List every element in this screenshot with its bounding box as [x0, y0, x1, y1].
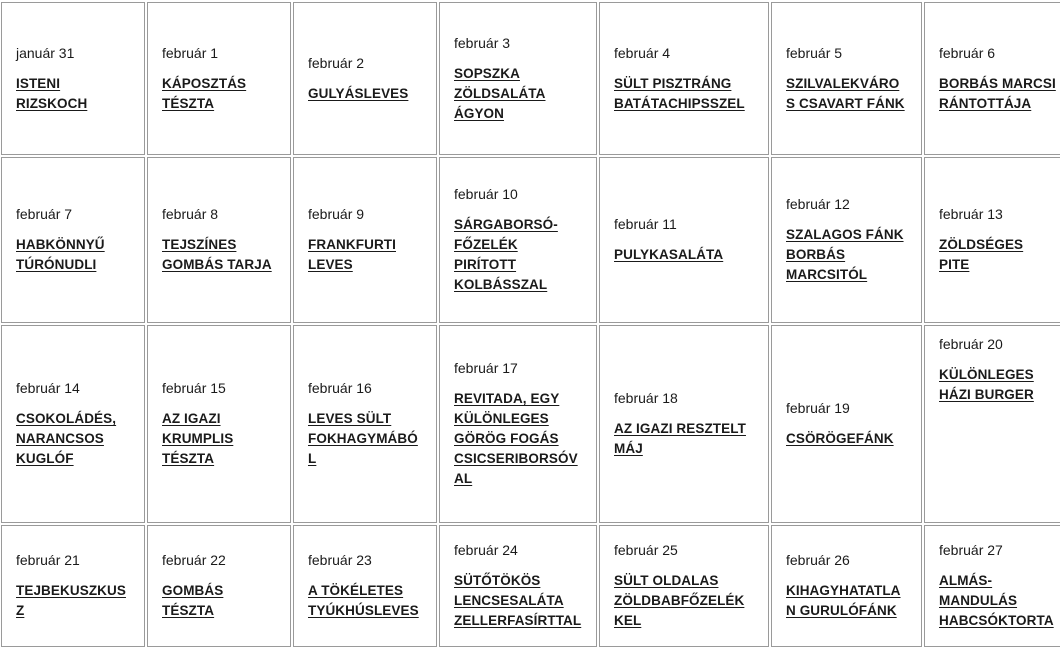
day-cell	[1, 525, 145, 647]
recipe-link[interactable]: ZÖLDSÉGES PITE	[939, 237, 1024, 272]
day-date: február 25	[614, 542, 678, 558]
recipe-link[interactable]: KÁPOSZTÁS TÉSZTA	[162, 75, 247, 111]
day-cell	[924, 2, 1060, 155]
day-cell	[924, 525, 1060, 647]
recipe-link[interactable]: KÜLÖNLEGES HÁZI BURGER	[939, 367, 1034, 402]
day-date: február 13	[939, 206, 1003, 222]
recipe-link[interactable]: ALMÁS-MANDULÁS HABCSÓKTORTA	[939, 573, 1054, 628]
day-cell	[771, 325, 922, 523]
recipe-link[interactable]: SÜTŐTÖKÖS LENCSESALÁTA ZELLERFASÍRTTAL	[454, 573, 582, 628]
day-date: február 2	[308, 54, 365, 71]
day-cell	[1, 325, 145, 523]
recipe-link[interactable]: HABKÖNNYŰ TÚRÓNUDLI	[16, 237, 105, 272]
day-date: február 3	[454, 34, 511, 51]
recipe-link[interactable]: SOPSZKA ZÖLDSALÁTA ÁGYON	[454, 65, 546, 121]
day-date: február 5	[786, 44, 843, 61]
day-cell	[1, 2, 145, 155]
day-date: február 23	[308, 552, 372, 568]
day-date: február 11	[614, 216, 677, 232]
recipe-link[interactable]: GULYÁSLEVES	[308, 85, 409, 101]
day-date: február 15	[162, 380, 226, 396]
day-cell	[599, 2, 769, 155]
recipe-link[interactable]: GOMBÁS TÉSZTA	[162, 583, 224, 618]
day-cell	[1, 157, 145, 323]
day-cell	[771, 525, 922, 647]
day-cell	[147, 157, 291, 323]
day-date: február 21	[16, 552, 80, 568]
recipe-link[interactable]: REVITADA, EGY KÜLÖNLEGES GÖRÖG FOGÁS CSICSERIBORSÓVAL	[454, 391, 578, 486]
day-date: február 14	[16, 380, 80, 396]
day-date: február 19	[786, 400, 850, 416]
recipe-link[interactable]: LEVES SÜLT FOKHAGYMÁBÓL	[308, 411, 418, 466]
day-date: február 20	[939, 336, 1003, 352]
day-date: február 24	[454, 542, 518, 558]
day-date: február 7	[16, 206, 73, 222]
day-cell	[924, 157, 1060, 323]
day-cell	[771, 2, 922, 155]
recipe-link[interactable]: FRANKFURTI LEVES	[308, 237, 396, 272]
day-cell	[147, 2, 291, 155]
day-date: február 12	[786, 196, 850, 212]
day-cell	[439, 2, 597, 155]
recipe-link[interactable]: SÜLT OLDALAS ZÖLDBABFŐZELÉKKEL	[614, 573, 745, 628]
recipe-link[interactable]: SZALAGOS FÁNK BORBÁS MARCSITÓL	[786, 227, 904, 282]
recipe-link[interactable]: KIHAGYHATATLAN GURULÓFÁNK	[786, 583, 901, 618]
day-cell	[599, 157, 769, 323]
day-date: február 1	[162, 44, 219, 61]
day-date: február 9	[308, 206, 365, 222]
recipe-link[interactable]: CSOKOLÁDÉS, NARANCSOS KUGLÓF	[16, 411, 117, 466]
recipe-link[interactable]: PULYKASALÁTA	[614, 247, 724, 262]
recipe-link[interactable]: AZ IGAZI RESZTELT MÁJ	[614, 421, 746, 456]
day-cell	[771, 157, 922, 323]
day-date: február 16	[308, 380, 372, 396]
recipe-link[interactable]: AZ IGAZI KRUMPLIS TÉSZTA	[162, 411, 234, 466]
day-date: február 8	[162, 206, 219, 222]
recipe-link[interactable]: TEJSZÍNES GOMBÁS TARJA	[162, 237, 272, 272]
day-date: január 31	[16, 44, 75, 61]
day-date: február 22	[162, 552, 226, 568]
day-cell	[293, 525, 437, 647]
day-date: február 4	[614, 44, 671, 61]
day-cell	[293, 2, 437, 155]
day-date: február 18	[614, 390, 678, 406]
day-date: február 27	[939, 542, 1003, 558]
day-cell	[439, 157, 597, 323]
recipe-link[interactable]: CSÖRÖGEFÁNK	[786, 431, 894, 446]
day-cell	[439, 325, 597, 523]
day-cell	[439, 525, 597, 647]
recipe-calendar	[1, 2, 1060, 647]
day-cell	[599, 325, 769, 523]
recipe-link[interactable]: SÜLT PISZTRÁNG BATÁTACHIPSSZEL	[614, 75, 745, 111]
day-cell	[147, 525, 291, 647]
day-date: február 10	[454, 186, 518, 202]
day-cell	[293, 157, 437, 323]
recipe-link[interactable]: BORBÁS MARCSI RÁNTOTTÁJA	[939, 75, 1056, 111]
day-date: február 26	[786, 552, 850, 568]
recipe-link[interactable]: ISTENI RIZSKOCH	[16, 75, 88, 111]
day-date: február 6	[939, 44, 996, 61]
recipe-link[interactable]: TEJBEKUSZKUSZ	[16, 583, 126, 618]
recipe-link[interactable]: SZILVALEKVÁROS CSAVART FÁNK	[786, 75, 905, 111]
recipe-link[interactable]: A TÖKÉLETES TYÚKHÚSLEVES	[308, 583, 419, 618]
day-date: február 17	[454, 360, 518, 376]
day-cell	[293, 325, 437, 523]
day-cell	[924, 325, 1060, 523]
day-cell	[147, 325, 291, 523]
day-cell	[599, 525, 769, 647]
recipe-link[interactable]: SÁRGABORSÓ-FŐZELÉK PIRÍTOTT KOLBÁSSZAL	[454, 217, 558, 292]
